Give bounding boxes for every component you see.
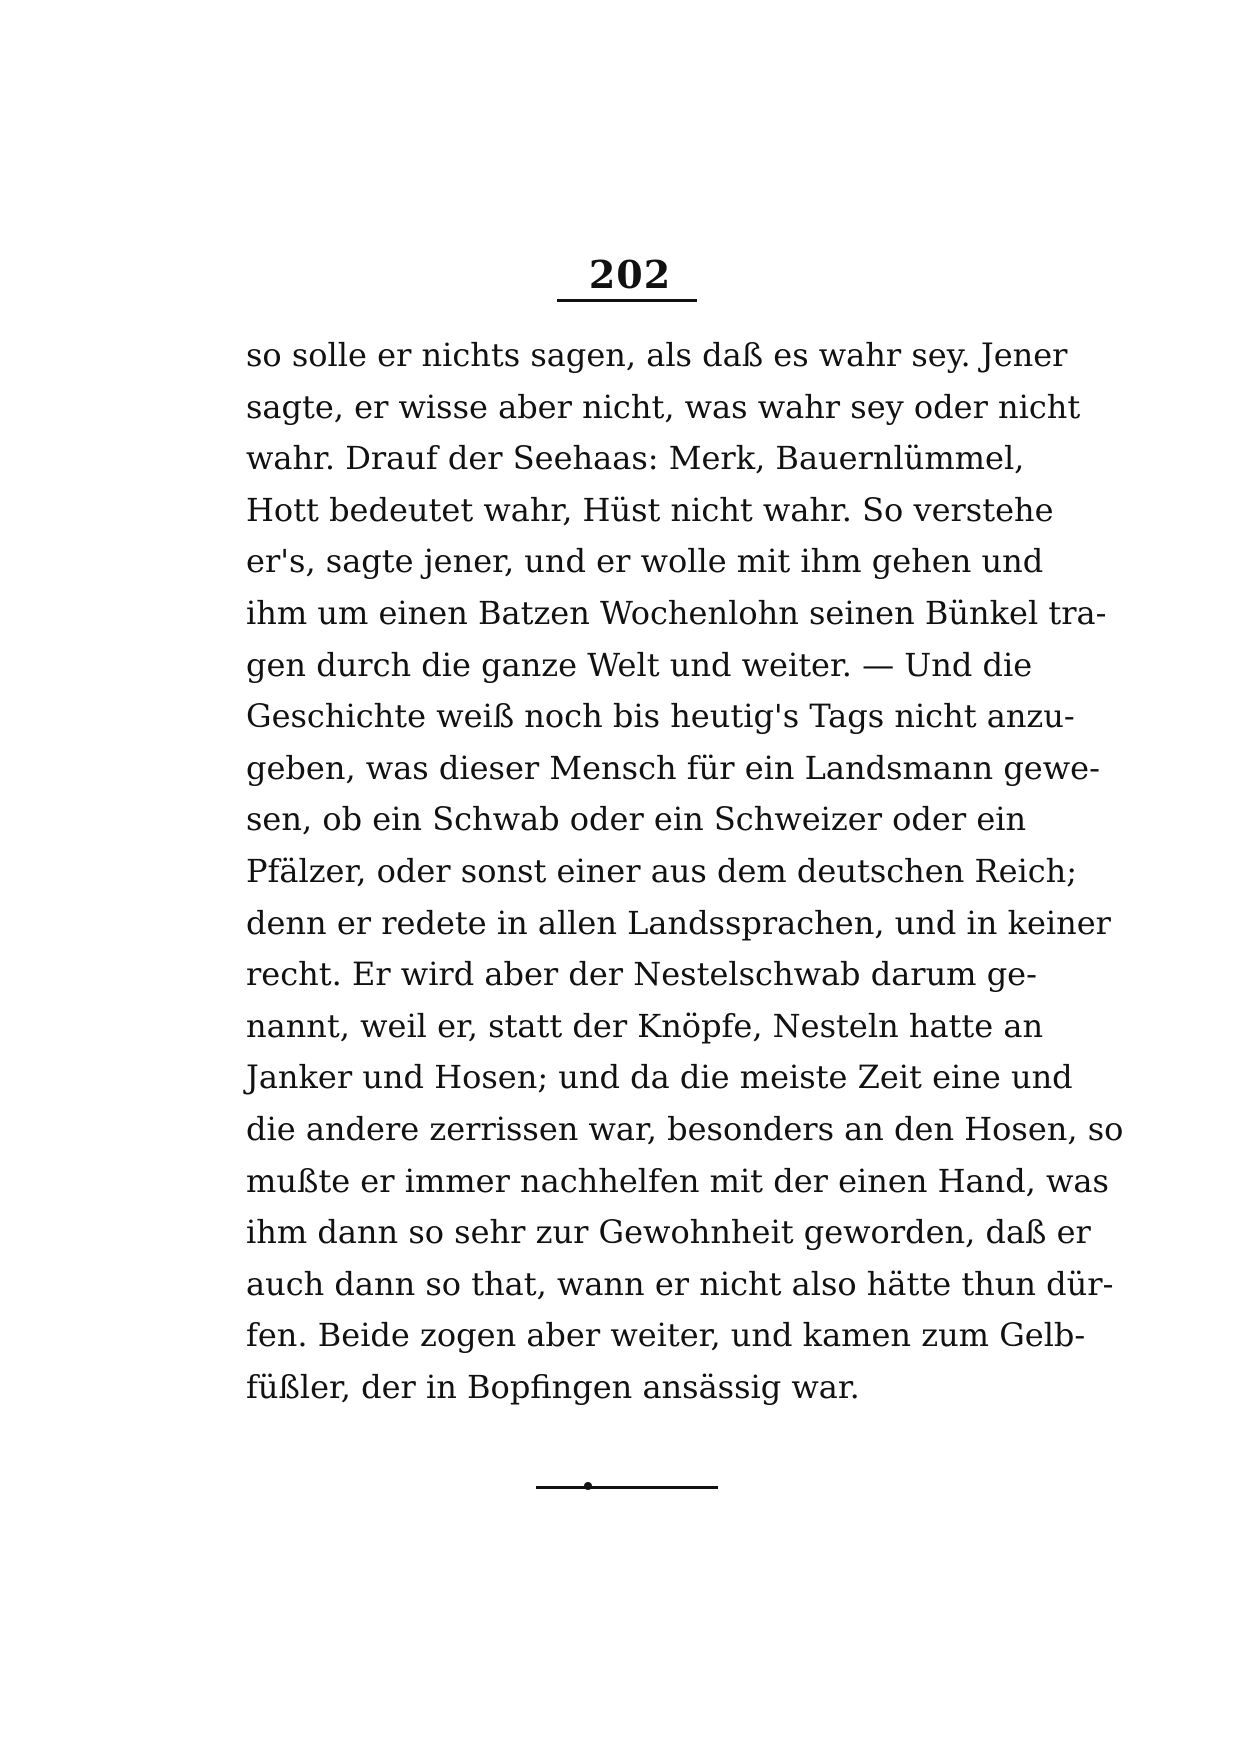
text-line: denn er redete in allen Landssprachen, und in keiner <box>246 903 1111 942</box>
text-line: er's, sagte jener, und er wolle mit ihm gehen und <box>246 542 1044 581</box>
text-line: recht. Er wird aber der Nestelschwab darum ge- <box>246 955 1037 994</box>
text-line: mußte er immer nachhelfen mit der einen Hand, was <box>246 1161 1109 1200</box>
text-line: so solle er nichts sagen, als daß es wahr sey. Jener <box>246 336 1068 374</box>
text-line: Pfälzer, oder sonst einer aus dem deutschen Reich; <box>246 851 1078 890</box>
end-ornament-dot <box>584 1482 592 1490</box>
page-number: 202 <box>588 252 672 297</box>
text-line: die andere zerrissen war, besonders an den Hosen, so <box>246 1109 1124 1148</box>
header-rule <box>557 299 697 302</box>
text-line: füßler, der in Bopfingen ansässig war. <box>246 1367 860 1406</box>
text-line: fen. Beide zogen aber weiter, und kamen zum Gelb- <box>246 1316 1086 1355</box>
text-line: sagte, er wisse aber nicht, was wahr sey oder nicht <box>246 387 1081 426</box>
text-line: nannt, weil er, statt der Knöpfe, Nesteln hatte an <box>246 1006 1044 1045</box>
text-line: Geschichte weiß noch bis heutig's Tags nicht anzu- <box>246 697 1075 736</box>
text-line: auch dann so that, wann er nicht also hätte thun dür- <box>246 1264 1114 1303</box>
text-line: wahr. Drauf der Seehaas: Merk, Bauernlümmel, <box>246 439 1025 478</box>
text-line: geben, was dieser Mensch für ein Landsmann gewe- <box>246 748 1100 787</box>
text-line: Hott bedeutet wahr, Hüst nicht wahr. So verstehe <box>246 490 1054 529</box>
text-line: sen, ob ein Schwab oder ein Schweizer oder ein <box>246 800 1027 839</box>
text-line: ihm um einen Batzen Wochenlohn seinen Bünkel tra- <box>246 593 1107 632</box>
body-text <box>246 330 1124 1413</box>
text-line: Janker und Hosen; und da die meiste Zeit eine und <box>246 1058 1073 1097</box>
text-line: gen durch die ganze Welt und weiter. — Und die <box>246 645 1033 684</box>
end-ornament-rule <box>536 1486 718 1489</box>
text-line: ihm dann so sehr zur Gewohnheit geworden, daß er <box>246 1213 1091 1252</box>
